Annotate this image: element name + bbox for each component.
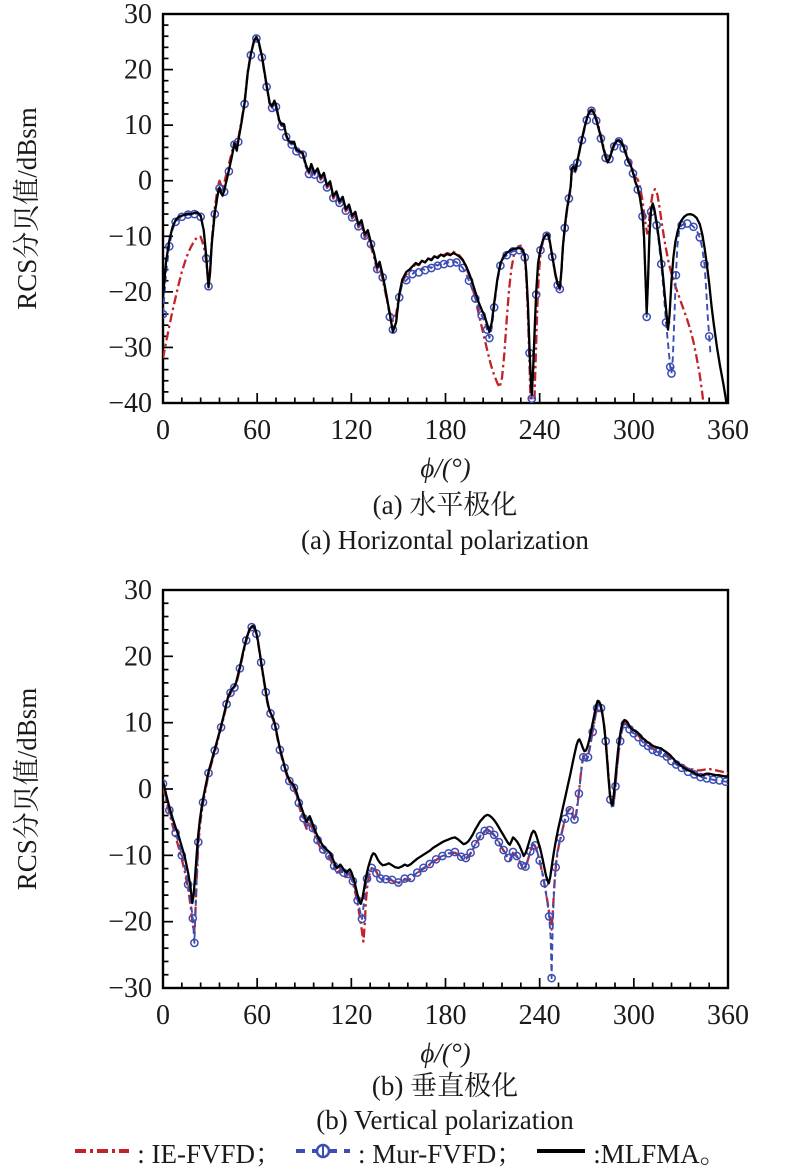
y-tick-label: 20 <box>124 54 152 86</box>
legend-item-mlfma <box>535 1132 727 1171</box>
plot-area <box>159 35 727 414</box>
series-line-mur-fvfd <box>163 627 728 979</box>
series-line-mlfma <box>163 626 728 904</box>
axis-ticks <box>163 590 728 988</box>
legend-item-ie-fvfd <box>73 1132 282 1171</box>
x-tick-label: 360 <box>707 415 749 446</box>
x-tick-label: 180 <box>424 1000 467 1031</box>
y-axis-title: RCS分贝值/dBsm <box>12 107 42 310</box>
x-tick-label: 120 <box>330 415 373 446</box>
x-tick-label: 180 <box>424 415 467 446</box>
y-tick-label: −10 <box>108 840 152 872</box>
x-tick-label: 0 <box>156 1000 170 1031</box>
y-tick-label: 30 <box>124 575 152 606</box>
series-line-ie-fvfd <box>163 38 705 414</box>
x-tick-label: 300 <box>612 1000 655 1031</box>
y-tick-label: 0 <box>138 774 152 805</box>
series-line-ie-fvfd <box>163 627 728 942</box>
x-tick-label: 300 <box>612 415 655 446</box>
x-tick-label: 60 <box>243 415 272 446</box>
dashdot-line-icon <box>73 1143 131 1159</box>
x-tick-label: 240 <box>518 1000 561 1031</box>
dashed-circle-line-icon <box>294 1141 352 1161</box>
legend-item-mur-fvfd <box>294 1132 523 1171</box>
x-tick-label: 0 <box>156 415 170 446</box>
y-axis-title: RCS分贝值/dBsm <box>12 687 42 891</box>
series-markers-mur-fvfd <box>159 35 712 402</box>
legend-label-mur-fvfd: : Mur-FVFD； <box>358 1138 524 1169</box>
y-tick-label: 30 <box>124 0 152 30</box>
x-tick-label: 240 <box>518 415 561 446</box>
y-tick-label: 20 <box>124 641 152 673</box>
caption-a-english: (a) Horizontal polarization <box>301 525 589 555</box>
y-tick-label: 10 <box>124 707 152 739</box>
caption-b-english: (b) Vertical polarization <box>316 1105 574 1135</box>
x-tick-label: 120 <box>330 1000 373 1031</box>
caption-a-chinese: (a) 水平极化 <box>372 490 518 520</box>
x-axis-title: ϕ/(°) <box>420 453 471 483</box>
plot-border <box>163 590 728 988</box>
caption-b-chinese: (b) 垂直极化 <box>371 1071 519 1101</box>
legend <box>0 1132 800 1170</box>
x-tick-label: 360 <box>707 1000 749 1031</box>
plot-area <box>159 624 729 982</box>
y-tick-label: −40 <box>108 388 152 419</box>
chart-horizontal-polarization <box>0 0 800 490</box>
x-tick-label: 60 <box>243 1000 272 1031</box>
legend-label-mlfma: :MLFMA。 <box>593 1138 727 1169</box>
y-tick-label: 10 <box>124 110 152 142</box>
y-tick-label: −20 <box>108 276 152 308</box>
legend-label-ie-fvfd: : IE-FVFD； <box>137 1138 282 1169</box>
y-tick-label: −10 <box>108 221 152 253</box>
y-tick-label: 0 <box>138 165 152 197</box>
y-tick-label: −20 <box>108 906 152 938</box>
solid-line-icon <box>535 1143 587 1159</box>
x-axis-title: ϕ/(°) <box>420 1038 471 1068</box>
series-line-mlfma <box>163 37 727 409</box>
series-markers-mur-fvfd <box>159 624 729 982</box>
y-tick-label: −30 <box>108 332 152 364</box>
y-tick-label: −30 <box>108 973 152 1004</box>
chart-vertical-polarization <box>0 575 800 1070</box>
